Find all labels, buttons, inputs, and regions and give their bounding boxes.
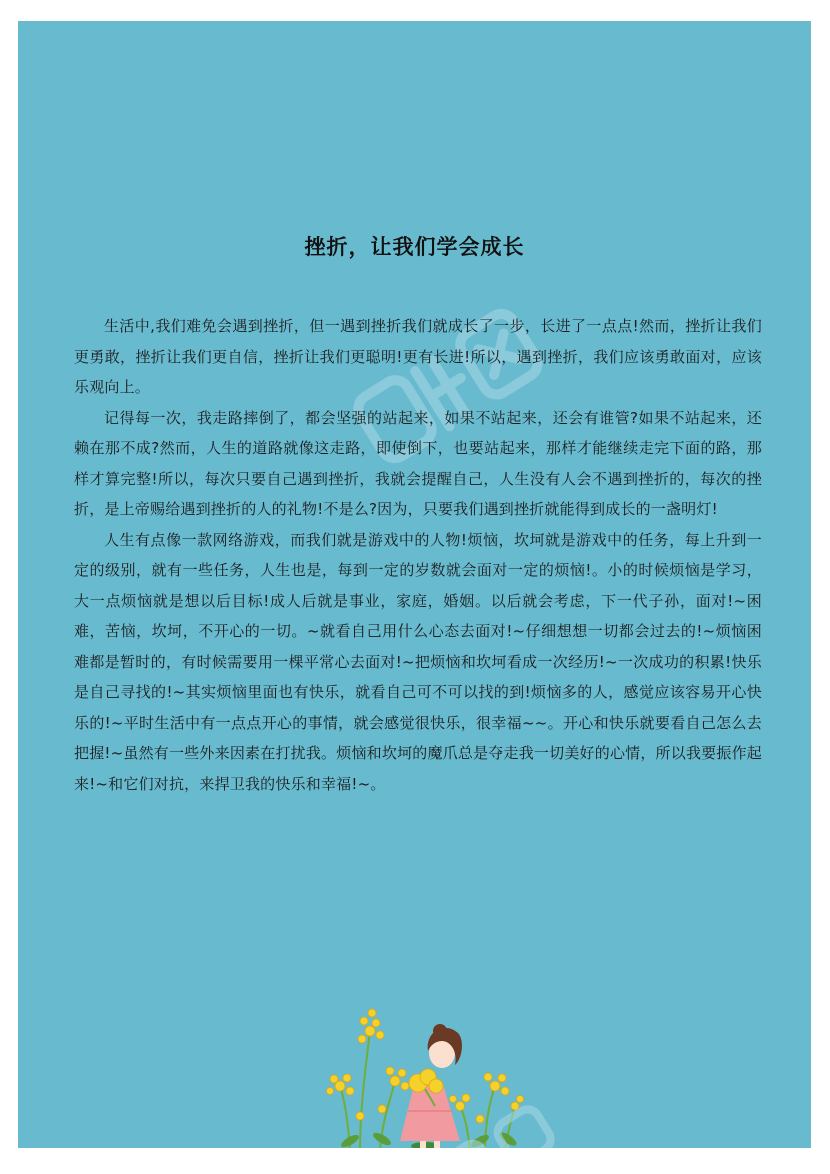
page-title: 挫折，让我们学会成长 <box>304 235 525 259</box>
article-body <box>74 311 762 799</box>
paragraph: 人生有点像一款网络游戏，而我们就是游戏中的人物!烦恼，坎坷就是游戏中的任务，每上升到一定的级别，就有一些任务，人生也是，每到一定的岁数就会面对一定的烦恼!。小的时候烦恼是学习，大一点烦恼就是想以后目标!成人后就是事业，家庭，婚姻。以后就会考虑，下一代子孙，面对!~困难，苦恼，坎坷，不开心的一切。~就看自己用什么心态去面对!~仔细想想一切都会过去的!~烦恼困难都是暂时的，有时候需要用一棵平常心去面对!~把烦恼和坎坷看成一次经历!~一次成功的积累!快乐是自己寻找的!~其实烦恼里面也有快乐，就看自己可不可以找的到!烦恼多的人，感觉应该容易开心快乐的!~平时生活中有一点点开心的事情，就会感觉很快乐，很幸福~~。开心和快乐就要看自己怎么去把握!~虽然有一些外来因素在打扰我。烦恼和坎坷的魔爪总是夺走我一切美好的心情，所以我要振作起来!~和它们对抗，来捍卫我的快乐和幸福!~。 <box>74 530 762 793</box>
paragraph: 记得每一次，我走路摔倒了，都会坚强的站起来，如果不站起来，还会有谁管?如果不站起来，还赖在那不成?然而，人生的道路就像这走路，即使倒下，也要站起来，那样才能继续走完下面的路，那样才算完整!所以，每次只要自己遇到挫折，我就会提醒自己，人生没有人会不遇到挫折的，每次的挫折，是上帝赐给遇到挫折的人的礼物!不是么?因为，只要我们遇到挫折就能得到成长的一盏明灯! <box>74 408 762 518</box>
document-page <box>18 21 811 1148</box>
paragraph: 生活中,我们难免会遇到挫折，但一遇到挫折我们就成长了一步，长进了一点点!然而，挫折让我们更勇敢，挫折让我们更自信，挫折让我们更聪明!更有长进!所以，遇到挫折，我们应该勇敢面对，应该乐观向上。 <box>74 317 762 396</box>
